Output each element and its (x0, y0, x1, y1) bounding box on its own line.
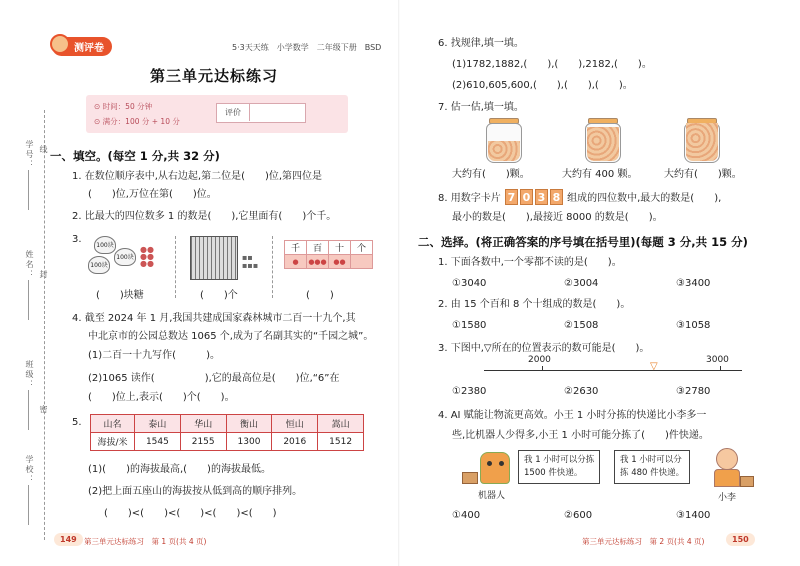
choice-2-option-a[interactable]: ①1580 (452, 320, 487, 331)
candy-bag-1: 100块 (94, 236, 116, 254)
xiaoli-avatar (716, 448, 738, 470)
mountain-table (90, 414, 364, 451)
xiaoli-speech-line-2: 拣 480 件快递。 (620, 468, 685, 478)
digit-card: 3 (535, 189, 548, 205)
question-2: 2. 比最大的四位数多 1 的数是( ),它里面有( )个千。 (72, 211, 337, 222)
choice-4-option-a[interactable]: ①400 (452, 510, 481, 521)
parcel-box-2-icon (740, 476, 754, 487)
choice-2-option-b[interactable]: ②1508 (564, 320, 599, 331)
question-6-part-1: (1)1782,1882,( ),( ),2182,( )。 (452, 59, 652, 70)
choice-4-line-2: 些,比机器人少得多,小王 1 小时可能分拣了( )件快递。 (452, 430, 709, 441)
jar-2-candies (587, 127, 619, 161)
table-cell: 1512 (318, 433, 364, 451)
digit-card: 8 (550, 189, 563, 205)
xiaoli-label: 小李 (718, 493, 737, 503)
beads-ones (351, 255, 373, 269)
full-score: ⊙ 满分：100 分 + 10 分 (94, 117, 180, 126)
divider-2 (272, 236, 273, 298)
tick-label-3000: 3000 (706, 355, 729, 365)
digit-card: 0 (520, 189, 533, 205)
robot-icon (480, 452, 510, 484)
table-cell: 1300 (226, 433, 272, 451)
question-5-number: 5. (72, 417, 82, 428)
evaluation-label: 评价 (217, 104, 250, 121)
table-header-huashan: 华山 (180, 415, 226, 433)
tick-label-2000: 2000 (528, 355, 551, 365)
place-tens: 十 (329, 241, 351, 255)
table-cell: 1545 (135, 433, 181, 451)
page-title: 第三单元达标练习 (150, 67, 279, 85)
xiaoli-body (714, 469, 740, 487)
question-8-line-2: 最小的数是( ),最接近 8000 的数是( )。 (452, 212, 663, 223)
robot-eye-left (487, 461, 492, 466)
table-row-label: 海拔/米 (91, 433, 135, 451)
question-1-line-2: ( )位,万位在第( )位。 (88, 189, 217, 200)
question-8-line-1 (438, 189, 721, 206)
question-3-number: 3. (72, 234, 82, 245)
choice-2-option-c[interactable]: ③1058 (676, 320, 711, 331)
number-line-tick-3000 (720, 366, 721, 371)
question-5-part-1: (1)( )的海拔最高,( )的海拔最低。 (88, 464, 271, 475)
question-4-part-2-line-2: ( )位上,表示( )个( )。 (88, 392, 235, 403)
question-6-part-2: (2)610,605,600,( ),( ),( )。 (452, 80, 633, 91)
choice-3: 3. 下图中,▽所在的位置表示的数可能是( )。 (438, 343, 650, 354)
test-badge: 测评卷 (52, 37, 112, 56)
cube-block-picture (190, 236, 238, 280)
info-box (86, 95, 348, 133)
time-text: 时间：50 分钟 (102, 102, 153, 111)
jar-3-icon (684, 123, 720, 163)
place-value-chart (284, 240, 373, 269)
choice-4-line-1: 4. AI 赋能让物流更高效。小王 1 小时分拣的快递比小李多一 (438, 410, 707, 421)
page-number-left: 149 (54, 533, 83, 546)
name-label: 姓名： (25, 250, 34, 280)
question-5-answer-row: ( )<( )<( )<( )<( ) (104, 508, 277, 519)
candy-bag-3: 100块 (114, 248, 136, 266)
footer-left: 第三单元达标练习 第 1 页(共 4 页) (84, 537, 207, 546)
table-header-taishan: 泰山 (135, 415, 181, 433)
question-3-caption-2: ( )个 (200, 290, 238, 301)
choice-3-option-a[interactable]: ①2380 (452, 386, 487, 397)
robot-speech-line-2: 1500 件快递。 (524, 468, 583, 478)
choice-3-option-b[interactable]: ②2630 (564, 386, 599, 397)
seal-label: 封 (39, 270, 48, 280)
number-line (484, 370, 742, 371)
section-2-heading: 二、选择。(将正确答案的序号填在括号里)(每题 3 分,共 15 分) (418, 235, 748, 249)
number-line-tick-2000 (542, 366, 543, 371)
choice-4-option-c[interactable]: ③1400 (676, 510, 711, 521)
mascot-icon (50, 34, 70, 54)
place-thousands: 千 (285, 241, 307, 255)
student-id-label: 学号： (25, 140, 34, 170)
robot-speech-line-1: 我 1 小时可以分拣 (524, 455, 595, 465)
school-line[interactable] (28, 485, 29, 525)
question-8-prefix: 8. 用数字卡片 (438, 193, 501, 204)
class-line[interactable] (28, 390, 29, 430)
page-number-right: 150 (726, 533, 755, 546)
beads-tens: ●● (329, 255, 351, 269)
cut-line-label: 线 (39, 145, 48, 155)
series-header: 5·3天天练 小学数学 二年级下册 BSD (232, 43, 382, 52)
xiaoli-speech-line-1: 我 1 小时可以分 (620, 455, 682, 465)
choice-1-option-b[interactable]: ②3004 (564, 278, 599, 289)
jar-1-candies (488, 141, 520, 161)
secret-label: 密 (39, 405, 48, 415)
divider-1 (175, 236, 176, 298)
place-ones: 个 (351, 241, 373, 255)
class-label: 班级： (25, 360, 34, 390)
question-8-suffix: 组成的四位数中,最大的数是( ), (567, 193, 722, 204)
loose-candies-icon: ●● ●● ●● (140, 245, 154, 268)
footer-right: 第三单元达标练习 第 2 页(共 4 页) (582, 537, 705, 546)
choice-3-option-c[interactable]: ③2780 (676, 386, 711, 397)
choice-1-option-a[interactable]: ①3040 (452, 278, 487, 289)
choice-4-option-b[interactable]: ②600 (564, 510, 593, 521)
table-header-hengshan-2: 恒山 (272, 415, 318, 433)
choice-1: 1. 下面各数中,一个零都不读的是( )。 (438, 257, 622, 268)
digit-card: 7 (505, 189, 518, 205)
place-hundreds: 百 (307, 241, 329, 255)
candy-bag-2: 100块 (88, 256, 110, 274)
parcel-box-icon (462, 472, 478, 484)
table-header-name: 山名 (91, 415, 135, 433)
table-header-hengshan-1: 衡山 (226, 415, 272, 433)
jar-2-caption: 大约有 400 颗。 (562, 169, 638, 180)
small-cubes-icon: ▪▪ ▪▪▪ (242, 253, 259, 270)
robot-speech-bubble (518, 450, 600, 484)
table-cell: 2016 (272, 433, 318, 451)
jar-1-caption: 大约有( )颗。 (452, 169, 530, 180)
choice-2: 2. 由 15 个百和 8 个十组成的数是( )。 (438, 299, 631, 310)
question-4-part-1: (1)二百一十九写作( )。 (88, 350, 220, 361)
candy-bags-picture (86, 234, 158, 284)
beads-hundreds: ●●● (307, 255, 329, 269)
question-4-line-1: 4. 截至 2024 年 1 月,我国共建成国家森林城市二百一十九个,其 (72, 313, 356, 324)
binding-line (44, 110, 45, 540)
student-id-line[interactable] (28, 170, 29, 210)
section-1-heading: 一、填空。(每空 1 分,共 32 分) (50, 149, 220, 163)
beads-thousands: ● (285, 255, 307, 269)
jar-1-icon (486, 123, 522, 163)
xiaoli-speech-bubble (614, 450, 690, 484)
question-5-part-2: (2)把上面五座山的海拔按从低到高的顺序排列。 (88, 486, 303, 497)
question-3-caption-3: ( ) (306, 290, 334, 301)
question-6: 6. 找规律,填一填。 (438, 38, 524, 49)
right-page (400, 0, 800, 566)
score-text: 满分：100 分 + 10 分 (102, 117, 180, 126)
jar-3-candies (686, 123, 718, 161)
school-label: 学校： (25, 455, 34, 485)
question-3-caption-1: ( )块糖 (96, 290, 144, 301)
question-1-line-1: 1. 在数位顺序表中,从右边起,第二位是( )位,第四位是 (72, 171, 323, 182)
jar-2-icon (585, 123, 621, 163)
table-cell: 2155 (180, 433, 226, 451)
question-4-line-2: 中北京市的公园总数达 1065 个,成为了名副其实的“千园之城”。 (88, 331, 374, 342)
question-4-part-2: (2)1065 读作( ),它的最高位是( )位,“6”在 (88, 373, 340, 384)
robot-label: 机器人 (478, 491, 506, 501)
evaluation-box[interactable] (216, 103, 306, 123)
triangle-marker-icon: ▽ (650, 361, 658, 372)
table-header-songshan: 嵩山 (318, 415, 364, 433)
jar-3-caption: 大约有( )颗。 (664, 169, 742, 180)
robot-eye-right (499, 461, 504, 466)
question-7: 7. 估一估,填一填。 (438, 102, 524, 113)
choice-1-option-c[interactable]: ③3400 (676, 278, 711, 289)
time-limit: ⊙ 时间：50 分钟 (94, 102, 153, 111)
name-line[interactable] (28, 280, 29, 320)
